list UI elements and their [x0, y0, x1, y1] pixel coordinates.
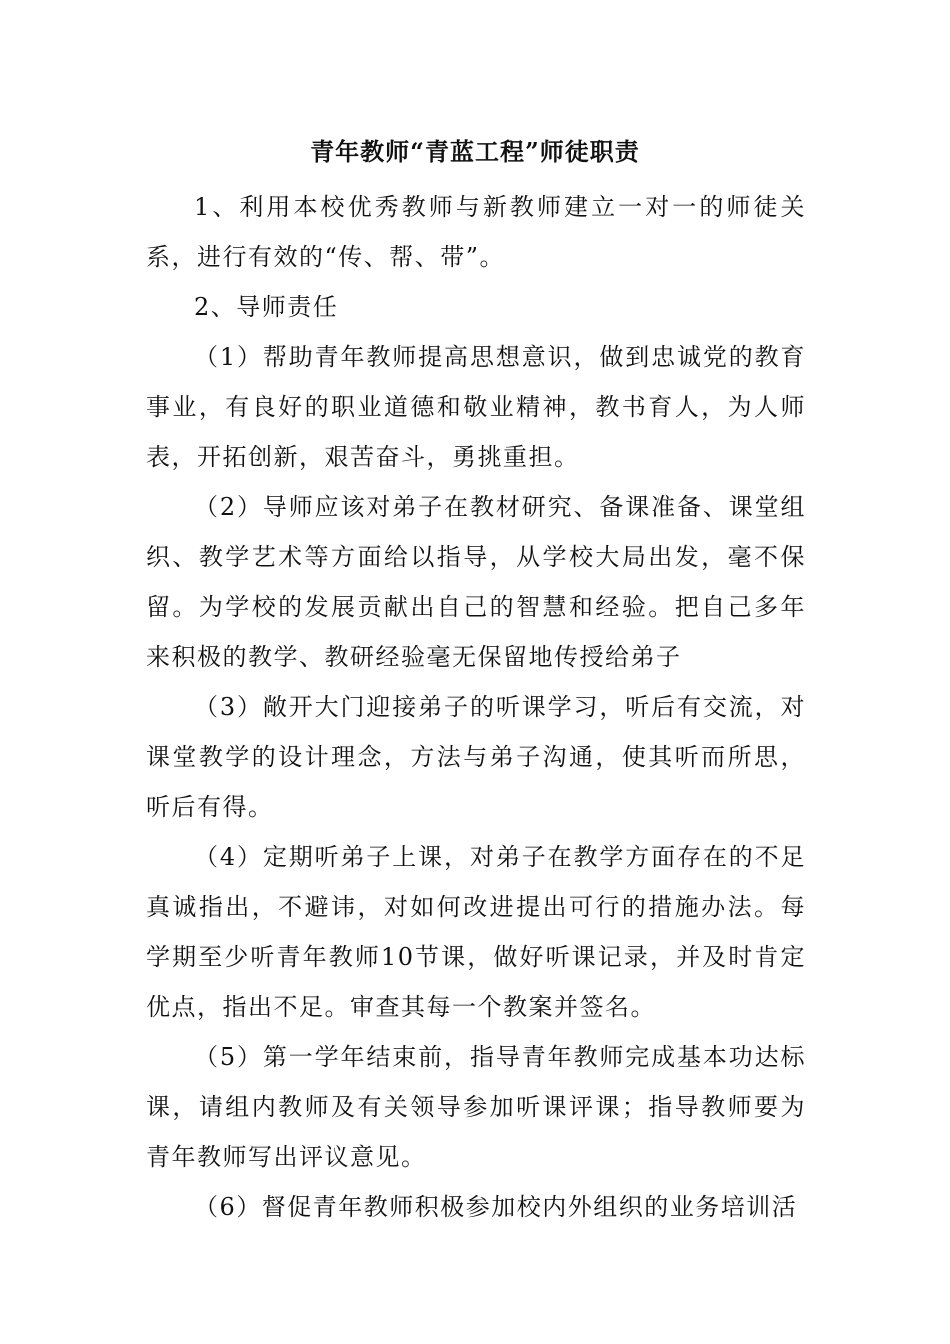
paragraph-2-heading: 2、导师责任 [194, 293, 339, 321]
paragraph-2-1: （1）帮助青年教师提高思想意识，做到忠诚党的教育事业，有良好的职业道德和敬业精神，教书育人，为人师表，开拓创新，艰苦奋斗，勇挑重担。 [146, 343, 806, 471]
paragraph-2-5: （5）第一学年结束前，指导青年教师完成基本功达标课，请组内教师及有关领导参加听课评课；指导教师要为青年教师写出评议意见。 [146, 1043, 806, 1171]
paragraph-2-2: （2）导师应该对弟子在教材研究、备课准备、课堂组织、教学艺术等方面给以指导，从学校大局出发，毫不保留。为学校的发展贡献出自己的智慧和经验。把自己多年来积极的教学、教研经验毫无保留地传授给弟子 [146, 493, 806, 671]
paragraph-1: 1、利用本校优秀教师与新教师建立一对一的师徒关系，进行有效的“传、帮、带”。 [146, 193, 806, 271]
paragraph-2-6: （6）督促青年教师积极参加校内外组织的业务培训活 [194, 1193, 798, 1221]
paragraph-2-3: （3）敞开大门迎接弟子的听课学习，听后有交流，对课堂教学的设计理念，方法与弟子沟通，使其听而所思，听后有得。 [146, 693, 806, 821]
document-title: 青年教师“青蓝工程”师徒职责 [310, 137, 640, 166]
paragraph-2-4: （4）定期听弟子上课，对弟子在教学方面存在的不足真诚指出，不避讳，对如何改进提出可行的措施办法。每学期至少听青年教师10节课，做好听课记录，并及时肯定优点，指出不足。审查其每一个教案并签名。 [146, 843, 806, 1021]
document-body [146, 182, 806, 1232]
